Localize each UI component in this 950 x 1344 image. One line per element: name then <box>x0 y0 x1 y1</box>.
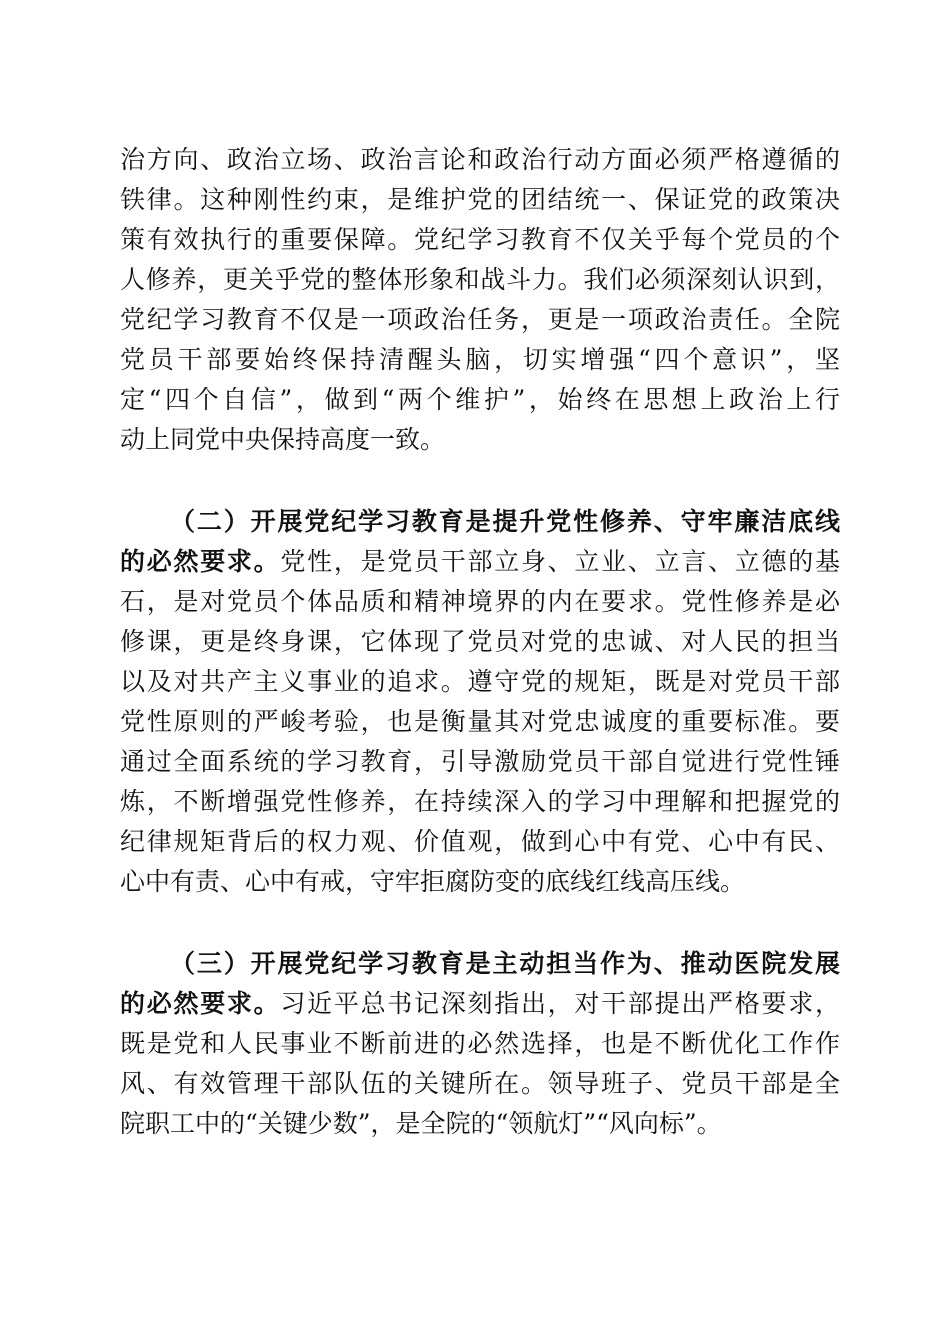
paragraph-3-line: 既是党和人民事业不断前进的必然选择，也是不断优化工作作 <box>120 1029 840 1058</box>
paragraph-2-line: 党性原则的严峻考验，也是衡量其对党忠诚度的重要标准。要 <box>120 707 840 736</box>
paragraph-2-line <box>120 542 840 582</box>
paragraph-2-heading: （二）开展党纪学习教育是提升党性修养、守牢廉洁底线 <box>170 507 840 536</box>
paragraph-1-line: 定“四个自信”，做到“两个维护”，始终在思想上政治上行 <box>120 385 840 414</box>
paragraph-1-line: 党员干部要始终保持清醒头脑，切实增强“四个意识”，坚 <box>120 345 840 374</box>
paragraph-3-heading: （三）开展党纪学习教育是主动担当作为、推动医院发展 <box>170 949 840 978</box>
paragraph-2-heading-end: 的必然要求。 <box>120 547 281 576</box>
paragraph-3-line-rest: 习近平总书记深刻指出，对干部提出严格要求， <box>280 989 840 1018</box>
paragraph-2-line: 修课，更是终身课，它体现了党员对党的忠诚、对人民的担当 <box>120 627 840 656</box>
paragraph-3-line: 院职工中的“关键少数”，是全院的“领航灯”“风向标”。 <box>120 1109 722 1138</box>
paragraph-3-line <box>120 984 840 1024</box>
paragraph-1 <box>120 140 840 460</box>
paragraph-2-line: 心中有责、心中有戒，守牢拒腐防变的底线红线高压线。 <box>120 867 746 896</box>
paragraph-2-line: 通过全面系统的学习教育，引导激励党员干部自觉进行党性锤 <box>120 747 840 776</box>
paragraph-2-line: 以及对共产主义事业的追求。遵守党的规矩，既是对党员干部 <box>120 667 840 696</box>
paragraph-1-line: 人修养，更关乎党的整体形象和战斗力。我们必须深刻认识到， <box>120 265 840 294</box>
paragraph-1-line: 策有效执行的重要保障。党纪学习教育不仅关乎每个党员的个 <box>120 225 840 254</box>
paragraph-1-line: 动上同党中央保持高度一致。 <box>120 425 446 454</box>
paragraph-2-line: 炼，不断增强党性修养，在持续深入的学习中理解和把握党的 <box>120 787 840 816</box>
paragraph-2-line: 纪律规矩背后的权力观、价值观，做到心中有党、心中有民、 <box>120 827 840 856</box>
paragraph-2 <box>120 502 840 902</box>
paragraph-1-line: 铁律。这种刚性约束，是维护党的团结统一、保证党的政策决 <box>120 185 840 214</box>
paragraph-3-line: 风、有效管理干部队伍的关键所在。领导班子、党员干部是全 <box>120 1069 840 1098</box>
paragraph-2-line: 石，是对党员个体品质和精神境界的内在要求。党性修养是必 <box>120 587 840 616</box>
paragraph-3 <box>120 944 840 1144</box>
paragraph-1-line: 治方向、政治立场、政治言论和政治行动方面必须严格遵循的 <box>120 145 840 174</box>
paragraph-2-line-rest: 党性，是党员干部立身、立业、立言、立德的基 <box>280 547 840 576</box>
paragraph-1-line: 党纪学习教育不仅是一项政治任务，更是一项政治责任。全院 <box>120 305 840 334</box>
paragraph-3-heading-end: 的必然要求。 <box>120 989 281 1018</box>
